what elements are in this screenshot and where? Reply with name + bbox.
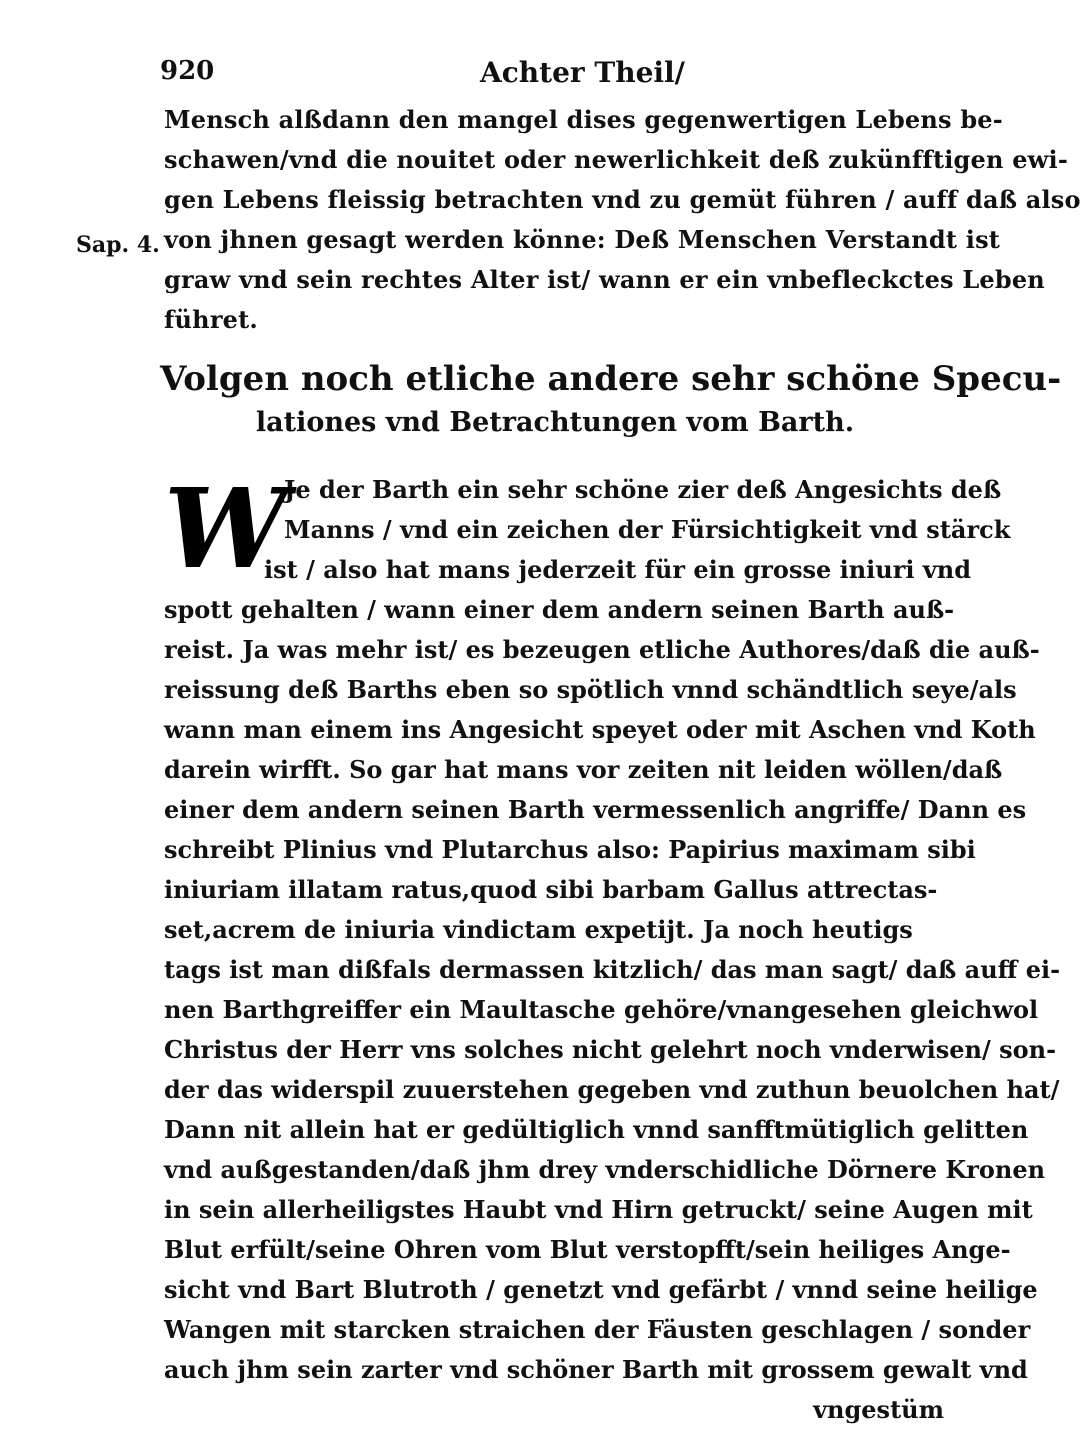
margin-note: Sap. 4. [76,232,160,258]
text-line: ist / also hat mans jederzeit für ein grosse iniuri vnd [264,555,972,584]
heading-line: lationes vnd Betrachtungen vom Barth. [255,407,855,438]
top-paragraph [164,100,1081,340]
text-line: spott gehalten / wann einer dem andern seinen Barth auß- [164,595,955,624]
heading-line: Volgen noch etliche andere sehr schöne Specu- [160,359,1062,399]
text-line: Wangen mit starcken straichen der Fäusten geschlagen / sonder [164,1315,1031,1344]
text-line: schawen/vnd die nouitet oder newerlichkeit deß zukünfftigen ewi- [164,145,1069,174]
text-line: tags ist man dißfals dermassen kitzlich/ das man sagt/ daß auff ei- [164,955,1061,984]
body-paragraph [164,464,1061,1430]
page-number: 920 [160,56,215,86]
text-line: auch jhm sein zarter vnd schöner Barth mit grossem gewalt vnd [164,1355,1028,1384]
text-line: Christus der Herr vns solches nicht gelehrt noch vnderwisen/ son- [164,1035,1057,1064]
text-line: in sein allerheiligstes Haubt vnd Hirn getruckt/ seine Augen mit [164,1195,1033,1224]
text-line: nen Barthgreiffer ein Maultasche gehöre/vnangesehen gleichwol [164,995,1039,1024]
text-line: wann man einem ins Angesicht speyet oder mit Aschen vnd Koth [164,715,1036,744]
text-line: Mensch alßdann den mangel dises gegenwertigen Lebens be- [164,105,1003,134]
text-line: iniuriam illatam ratus,quod sibi barbam Gallus attrectas- [164,875,938,904]
text-line: reist. Ja was mehr ist/ es bezeugen etliche Authores/daß die auß- [164,635,1040,664]
text-line: von jhnen gesagt werden könne: Deß Menschen Verstandt ist [164,225,1001,254]
text-line: reissung deß Barths eben so spötlich vnnd schändtlich seye/als [164,675,1017,704]
text-line: graw vnd sein rechtes Alter ist/ wann er ein vnbefleckctes Leben [164,265,1045,294]
text-line: gen Lebens fleissig betrachten vnd zu gemüt führen / auff daß also [164,185,1081,214]
text-line: set,acrem de iniuria vindictam expetijt. Ja noch heutigs [164,915,913,944]
text-line: führet. [164,305,258,334]
text-line: sicht vnd Bart Blutroth / genetzt vnd gefärbt / vnnd seine heilige [164,1275,1038,1304]
text-line: vnd außgestanden/daß jhm drey vnderschidliche Dörnere Kronen [164,1155,1046,1184]
text-line: schreibt Plinius vnd Plutarchus also: Papirius maximam sibi [164,835,976,864]
text-line: einer dem andern seinen Barth vermessenlich angriffe/ Dann es [164,795,1027,824]
text-line: Je der Barth ein sehr schöne zier deß Angesichts deß [284,475,1002,504]
decorated-initial: W [164,464,288,593]
text-line: Dann nit allein hat er gedültiglich vnnd sanfftmütiglich gelitten [164,1115,1029,1144]
section-heading [160,355,1062,443]
text-line: darein wirfft. So gar hat mans vor zeiten nit leiden wöllen/daß [164,755,1003,784]
text-line: Manns / vnd ein zeichen der Fürsichtigkeit vnd stärck [284,515,1011,544]
text-line: der das widerspil zuuerstehen gegeben vnd zuthun beuolchen hat/ [164,1075,1060,1104]
running-head: Achter Theil/ [480,56,685,89]
catchword: vngestüm [813,1395,944,1424]
page-header [160,50,950,90]
text-line: Blut erfült/seine Ohren vom Blut verstopfft/sein heiliges Ange- [164,1235,1011,1264]
